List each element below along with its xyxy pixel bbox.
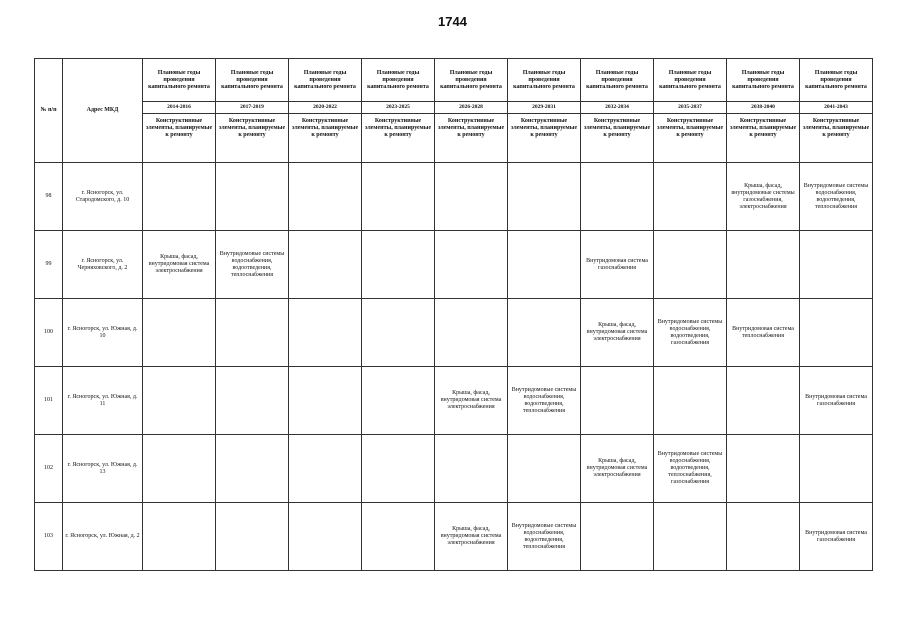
repair-elements-cell: Внутридомовые системы водоснабжения, водоотведения, теплоснабжения, газоснабжения <box>654 435 727 503</box>
table-row <box>35 367 873 435</box>
repair-elements-cell: Внутридомовая система газоснабжения <box>800 367 873 435</box>
table-row <box>35 299 873 367</box>
repair-elements-cell <box>143 435 216 503</box>
sub-header-elements: Конструктивные элементы, планируемые к ремонту <box>654 114 727 163</box>
repair-elements-cell <box>289 163 362 231</box>
table-row <box>35 231 873 299</box>
table-row <box>35 163 873 231</box>
repair-elements-cell <box>216 163 289 231</box>
repair-elements-cell: Крыша, фасад, внутридомовая система электроснабжения <box>581 435 654 503</box>
row-address: г. Ясногорск, ул. Южная, д. 11 <box>63 367 143 435</box>
repair-elements-cell <box>216 435 289 503</box>
period-years: 2035-2037 <box>654 102 727 114</box>
repair-elements-cell <box>581 163 654 231</box>
repair-elements-cell <box>362 367 435 435</box>
repair-elements-cell <box>143 367 216 435</box>
repair-elements-cell <box>143 299 216 367</box>
row-number: 99 <box>35 231 63 299</box>
repair-elements-cell: Внутридомовые системы водоснабжения, водоотведения, теплоснабжения <box>508 367 581 435</box>
sub-header-elements: Конструктивные элементы, планируемые к ремонту <box>800 114 873 163</box>
repair-elements-cell <box>654 163 727 231</box>
column-header-address: Адрес МКД <box>63 59 143 163</box>
page-number: 1744 <box>438 14 467 29</box>
repair-elements-cell <box>581 503 654 571</box>
sub-header-elements: Конструктивные элементы, планируемые к ремонту <box>216 114 289 163</box>
repair-elements-cell <box>289 503 362 571</box>
repair-elements-cell <box>727 367 800 435</box>
period-title: Плановые годы проведения капитального ремонта <box>581 59 654 102</box>
row-address: г. Ясногорск, ул. Южная, д. 10 <box>63 299 143 367</box>
repair-elements-cell: Внутридомовые системы водоснабжения, водоотведения, газоснабжения <box>654 299 727 367</box>
repair-elements-cell: Крыша, фасад, внутридомовая система электроснабжения <box>581 299 654 367</box>
repair-elements-cell <box>654 367 727 435</box>
repair-elements-cell <box>800 231 873 299</box>
repair-elements-cell: Крыша, фасад, внутридомовые системы газоснабжения, электроснабжения <box>727 163 800 231</box>
period-title: Плановые годы проведения капитального ремонта <box>800 59 873 102</box>
repair-elements-cell <box>654 503 727 571</box>
sub-header-elements: Конструктивные элементы, планируемые к ремонту <box>435 114 508 163</box>
repair-elements-cell: Внутридомовые системы водоснабжения, водоотведения, теплоснабжения <box>800 163 873 231</box>
period-years: 2038-2040 <box>727 102 800 114</box>
table-row <box>35 503 873 571</box>
repair-elements-cell <box>508 231 581 299</box>
period-title: Плановые годы проведения капитального ремонта <box>289 59 362 102</box>
period-years: 2023-2025 <box>362 102 435 114</box>
period-title: Плановые годы проведения капитального ремонта <box>143 59 216 102</box>
period-years: 2029-2031 <box>508 102 581 114</box>
repair-elements-cell: Внутридомовая система газоснабжения <box>800 503 873 571</box>
repair-elements-cell <box>362 231 435 299</box>
repair-elements-cell <box>289 231 362 299</box>
repair-elements-cell <box>216 367 289 435</box>
row-number: 103 <box>35 503 63 571</box>
repair-elements-cell: Внутридомовая система газоснабжения <box>581 231 654 299</box>
row-address: г. Ясногорск, ул. Стародомского, д. 10 <box>63 163 143 231</box>
repair-elements-cell <box>435 163 508 231</box>
repair-elements-cell <box>216 503 289 571</box>
repair-elements-cell <box>362 299 435 367</box>
repair-elements-cell <box>727 435 800 503</box>
repair-elements-cell <box>435 299 508 367</box>
period-years: 2020-2022 <box>289 102 362 114</box>
sub-header-elements: Конструктивные элементы, планируемые к ремонту <box>362 114 435 163</box>
repair-elements-cell <box>508 163 581 231</box>
repair-elements-cell: Крыша, фасад, внутридомовая система электроснабжения <box>143 231 216 299</box>
row-number: 101 <box>35 367 63 435</box>
repair-elements-cell <box>289 435 362 503</box>
repair-elements-cell <box>289 367 362 435</box>
repair-elements-cell <box>216 299 289 367</box>
period-years: 2014-2016 <box>143 102 216 114</box>
repair-elements-cell <box>143 503 216 571</box>
repair-elements-cell <box>581 367 654 435</box>
period-title: Плановые годы проведения капитального ремонта <box>216 59 289 102</box>
repair-elements-cell: Внутридомовая система теплоснабжения <box>727 299 800 367</box>
repair-elements-cell <box>362 435 435 503</box>
sub-header-elements: Конструктивные элементы, планируемые к ремонту <box>581 114 654 163</box>
repair-elements-cell: Крыша, фасад, внутридомовая система электроснабжения <box>435 503 508 571</box>
period-years: 2017-2019 <box>216 102 289 114</box>
period-title: Плановые годы проведения капитального ремонта <box>727 59 800 102</box>
repair-elements-cell <box>143 163 216 231</box>
row-number: 100 <box>35 299 63 367</box>
row-address: г. Ясногорск, ул. Южная, д. 2 <box>63 503 143 571</box>
table-row <box>35 435 873 503</box>
repair-elements-cell <box>800 435 873 503</box>
period-title: Плановые годы проведения капитального ремонта <box>435 59 508 102</box>
period-title: Плановые годы проведения капитального ремонта <box>654 59 727 102</box>
sub-header-elements: Конструктивные элементы, планируемые к ремонту <box>143 114 216 163</box>
repair-elements-cell: Внутридомовые системы водоснабжения, водоотведения, теплоснабжения <box>508 503 581 571</box>
repair-elements-cell <box>654 231 727 299</box>
repair-elements-cell <box>800 299 873 367</box>
repair-elements-cell <box>362 503 435 571</box>
sub-header-elements: Конструктивные элементы, планируемые к ремонту <box>289 114 362 163</box>
repair-elements-cell <box>727 503 800 571</box>
row-number: 98 <box>35 163 63 231</box>
row-number: 102 <box>35 435 63 503</box>
period-title: Плановые годы проведения капитального ремонта <box>508 59 581 102</box>
sub-header-elements: Конструктивные элементы, планируемые к ремонту <box>727 114 800 163</box>
period-title: Плановые годы проведения капитального ремонта <box>362 59 435 102</box>
row-address: г. Ясногорск, ул. Черняховского, д. 2 <box>63 231 143 299</box>
repair-elements-cell <box>362 163 435 231</box>
row-address: г. Ясногорск, ул. Южная, д. 13 <box>63 435 143 503</box>
period-years: 2032-2034 <box>581 102 654 114</box>
repair-elements-cell <box>727 231 800 299</box>
column-header-number: № п/п <box>35 59 63 163</box>
repair-elements-cell: Крыша, фасад, внутридомовая система электроснабжения <box>435 367 508 435</box>
period-years: 2026-2028 <box>435 102 508 114</box>
capital-repair-plan-table <box>34 58 873 571</box>
repair-elements-cell <box>508 435 581 503</box>
repair-elements-cell <box>435 231 508 299</box>
repair-elements-cell <box>435 435 508 503</box>
sub-header-elements: Конструктивные элементы, планируемые к ремонту <box>508 114 581 163</box>
period-years: 2041-2043 <box>800 102 873 114</box>
repair-elements-cell: Внутридомовые системы водоснабжения, водоотведения, теплоснабжения <box>216 231 289 299</box>
repair-elements-cell <box>289 299 362 367</box>
repair-elements-cell <box>508 299 581 367</box>
